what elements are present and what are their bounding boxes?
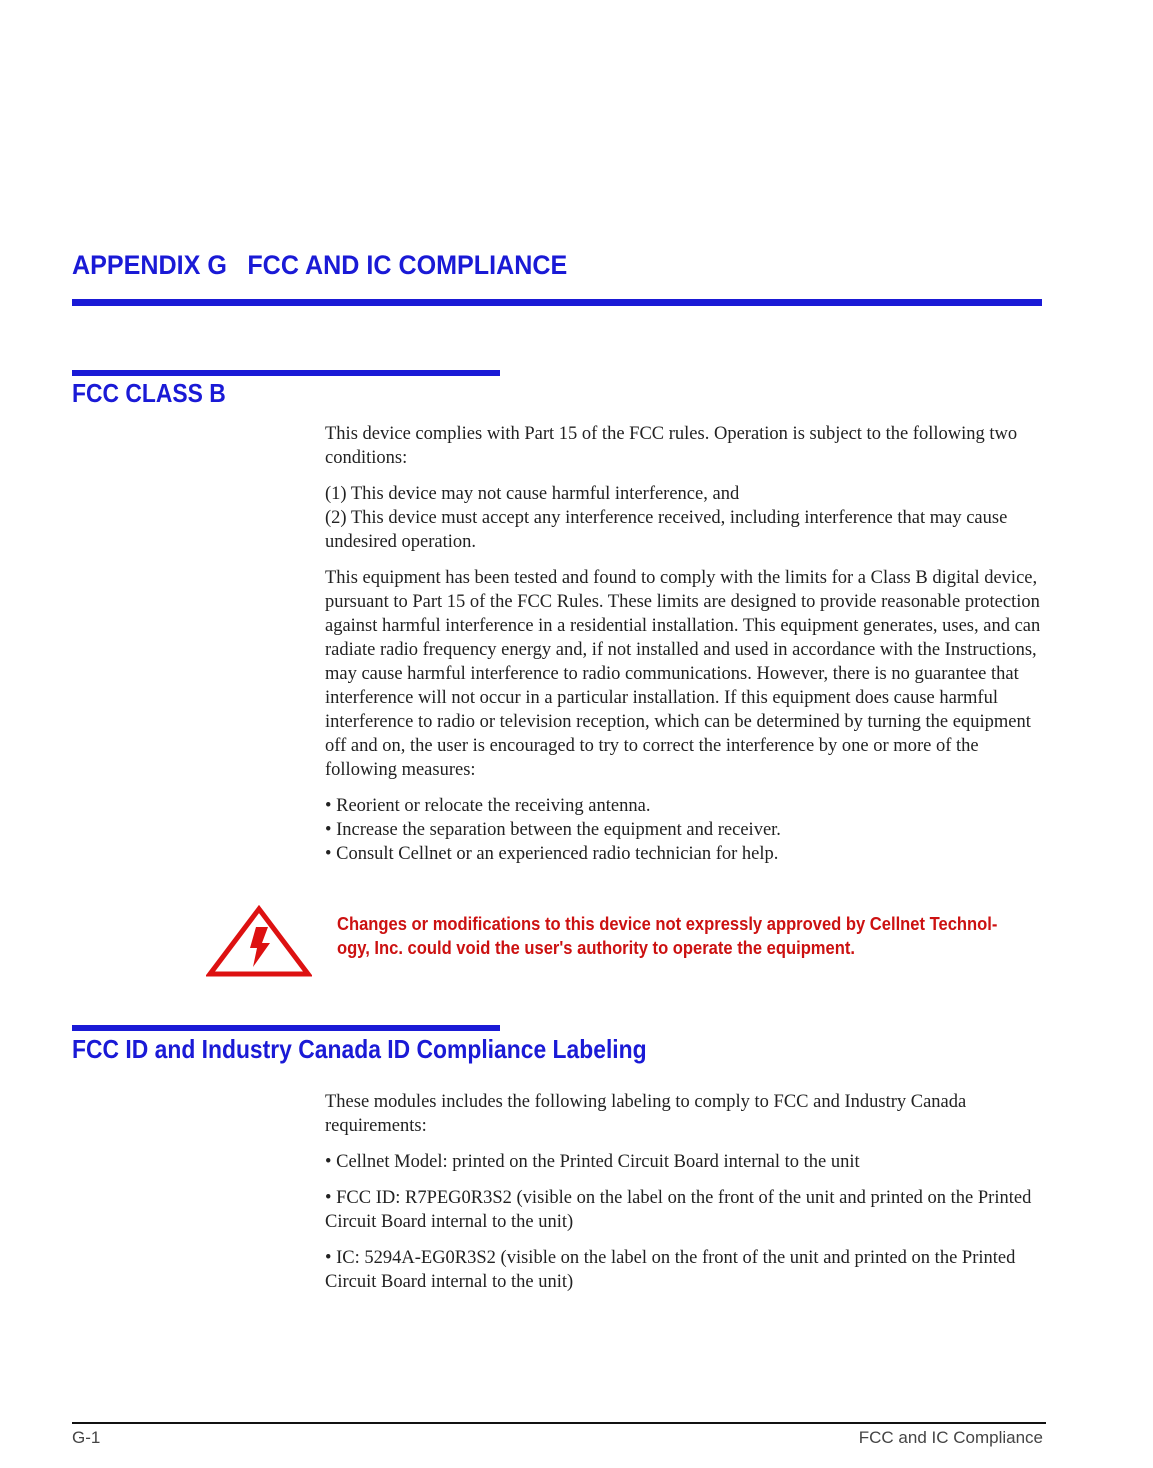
- labeling-item: • FCC ID: R7PEG0R3S2 (visible on the label on the front of the unit and printed on the Printed Circuit Board internal to the unit): [325, 1188, 1032, 1232]
- electrical-hazard-warning-icon: [206, 905, 312, 977]
- fcc-class-b-intro: This device complies with Part 15 of the FCC rules. Operation is subject to the following two conditions:: [325, 424, 1018, 468]
- section-rule-fcc-class-b: [72, 370, 500, 376]
- condition-2: (2) This device must accept any interference received, including interference that may cause undesired operation.: [325, 508, 1008, 552]
- labeling-item: • IC: 5294A-EG0R3S2 (visible on the label on the front of the unit and printed on the Printed Circuit Board internal to the unit): [325, 1248, 1016, 1292]
- labeling-body: [325, 1090, 1055, 1306]
- footer-rule: [72, 1422, 1046, 1424]
- tested-paragraph: This equipment has been tested and found to comply with the limits for a Class B digital device, pursuant to Part 15 of the FCC Rules. These limits are designed to provide reasonable protection against harmful interference in a residential installation. This equipment generates, uses, and can radiate radio frequency energy and, if not installed and used in accordance with the Instructions, may cause harmful interference to radio communications. However, there is no guarantee that interference will not occur in a particular installation. If this equipment does cause harmful interference to radio or television reception, which can be determined by turning the equipment off and on, the user is encouraged to try to correct the interference by one or more of the following measures:: [325, 568, 1041, 780]
- labeling-item: • Cellnet Model: printed on the Printed Circuit Board internal to the unit: [325, 1152, 860, 1172]
- condition-1: (1) This device may not cause harmful interference, and: [325, 484, 740, 504]
- appendix-title: [72, 250, 567, 281]
- section-heading-fcc-class-b: FCC CLASS B: [72, 378, 226, 408]
- labeling-intro: These modules includes the following labeling to comply to FCC and Industry Canada requirements:: [325, 1092, 967, 1136]
- footer-section-name: FCC and IC Compliance: [858, 1428, 1043, 1447]
- section-heading-labeling: FCC ID and Industry Canada ID Compliance Labeling: [72, 1034, 647, 1064]
- page-number: G-1: [72, 1428, 101, 1447]
- warning-text: Changes or modifications to this device not expressly approved by Cellnet Technol-ogy, Inc. could void the user's authority to operate the equipment.: [337, 914, 998, 958]
- appendix-title-text: FCC AND IC COMPLIANCE: [247, 250, 568, 280]
- measure-item: • Reorient or relocate the receiving antenna.: [325, 796, 651, 816]
- measure-item: • Increase the separation between the equipment and receiver.: [325, 820, 781, 840]
- appendix-label: APPENDIX G: [72, 250, 227, 280]
- measure-item: • Consult Cellnet or an experienced radio technician for help.: [325, 844, 779, 864]
- section-rule-labeling: [72, 1025, 500, 1031]
- appendix-title-rule: [72, 299, 1042, 306]
- fcc-class-b-body: [325, 422, 1055, 866]
